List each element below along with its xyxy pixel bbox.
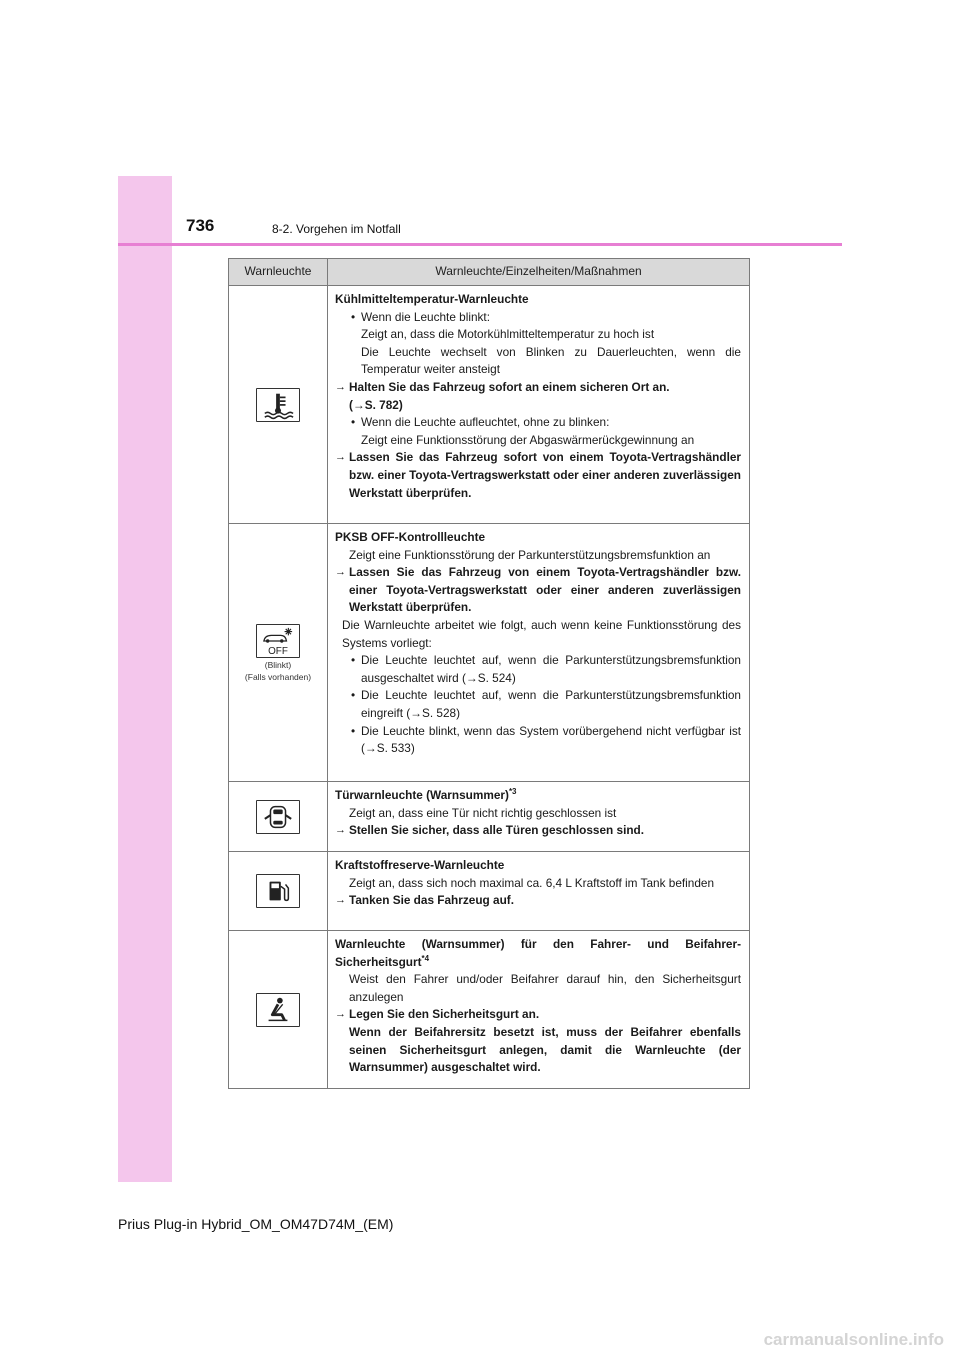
description-text: Zeigt eine Funktionsstörung der Abgaswärmerückgewinnung an xyxy=(361,432,695,447)
description-text: Zeigt an, dass eine Tür nicht richtig geschlossen ist xyxy=(349,805,617,820)
action-text: → Halten Sie das Fahrzeug sofort an einem sicheren Ort an. xyxy=(335,379,741,397)
watermark: carmanualsonline.info xyxy=(763,1330,944,1349)
description-text: Die Leuchte wechselt von Blinken zu Dauerleuchten, wenn die Temperatur weiter ansteigt xyxy=(361,344,741,377)
description-text: Die Warnleuchte arbeitet wie folgt, auch wenn keine Funktionsstörung des Systems vorliegt: xyxy=(342,617,741,650)
description-text: Zeigt an, dass die Motorkühlmitteltemperatur zu hoch ist xyxy=(361,327,655,342)
row-title xyxy=(335,787,741,805)
details-cell xyxy=(328,931,750,1089)
row-title: PKSB OFF-Kontrollleuchte xyxy=(335,530,486,544)
details-cell xyxy=(328,782,750,852)
details-cell xyxy=(328,524,750,782)
action-text: → Stellen Sie sicher, dass alle Türen geschlossen sind. xyxy=(335,822,741,840)
seatbelt-icon xyxy=(256,993,300,1027)
icon-cell xyxy=(229,286,328,524)
table-row xyxy=(229,286,750,524)
table-row xyxy=(229,524,750,782)
coolant-temperature-icon xyxy=(256,388,300,422)
row-title: Kraftstoffreserve-Warnleuchte xyxy=(335,858,505,872)
footnote-marker: *4 xyxy=(421,953,430,963)
pksb-off-icon xyxy=(256,624,300,658)
page-reference: (→S. 782) xyxy=(349,397,403,412)
table-header-row xyxy=(229,259,750,286)
chapter-side-band xyxy=(118,176,172,1182)
action-text: → Lassen Sie das Fahrzeug von einem Toyota-Vertragshändler bzw. einer Toyota-Vertragswerkstatt oder einer anderen zuverlässigen Werkstatt überprüfen. xyxy=(335,564,741,617)
icon-cell xyxy=(229,852,328,931)
list-item: • Die Leuchte leuchtet auf, wenn die Parkunterstützungsbremsfunktion eingreift (→S. 528) xyxy=(335,687,741,722)
fuel-pump-icon xyxy=(256,874,300,908)
action-text: → Tanken Sie das Fahrzeug auf. xyxy=(335,892,741,910)
document-footer: Prius Plug-in Hybrid_OM_OM47D74M_(EM) xyxy=(118,1216,394,1232)
table-row xyxy=(229,852,750,931)
action-text: Wenn der Beifahrersitz besetzt ist, muss der Beifahrer ebenfalls seinen Sicherheitsgurt anlegen, damit die Warnleuchte (der Warnsummer) ausgeschaltet wird. xyxy=(349,1024,741,1075)
column-header-details: Warnleuchte/Einzelheiten/Maßnahmen xyxy=(328,259,750,286)
description-text: Zeigt eine Funktionsstörung der Parkunterstützungsbremsfunktion an xyxy=(349,547,711,562)
list-item: • Die Leuchte leuchtet auf, wenn die Parkunterstützungsbremsfunktion ausgeschaltet wird (→S. 524) xyxy=(335,652,741,687)
column-header-light: Warnleuchte xyxy=(229,259,328,286)
details-cell xyxy=(328,852,750,931)
footnote-marker: *3 xyxy=(508,787,517,797)
icon-caption-blinkt: (Blinkt) xyxy=(264,659,292,670)
details-cell xyxy=(328,286,750,524)
icon-cell xyxy=(229,524,328,782)
section-title: 8-2. Vorgehen im Notfall xyxy=(272,222,401,236)
table-row xyxy=(229,782,750,852)
warning-light-table xyxy=(228,258,750,1089)
pksb-off-label: OFF xyxy=(268,645,288,657)
row-title-text: Warnleuchte (Warnsummer) für den Fahrer- und Beifahrer-Sicherheitsgurt xyxy=(335,937,741,969)
icon-caption-optional: (Falls vorhanden) xyxy=(244,671,312,682)
list-item: • Die Leuchte blinkt, wenn das System vorübergehend nicht verfügbar ist (→S. 533) xyxy=(335,723,741,758)
table-row xyxy=(229,931,750,1089)
icon-cell xyxy=(229,782,328,852)
action-text: → Lassen Sie das Fahrzeug sofort von einem Toyota-Vertragshändler bzw. einer Toyota-Vertragswerkstatt oder einer anderen zuverlässigen Werkstatt überprüfen. xyxy=(335,449,741,502)
door-open-icon xyxy=(256,800,300,834)
list-item: • Wenn die Leuchte blinkt: xyxy=(335,309,741,327)
icon-cell xyxy=(229,931,328,1089)
row-title: Kühlmitteltemperatur-Warnleuchte xyxy=(335,292,529,306)
description-text: Weist den Fahrer und/oder Beifahrer darauf hin, den Sicherheitsgurt anzulegen xyxy=(349,972,741,1004)
header-rule xyxy=(118,243,842,246)
description-text: Zeigt an, dass sich noch maximal ca. 6,4 L Kraftstoff im Tank befinden xyxy=(349,875,715,890)
row-title xyxy=(335,936,741,971)
page-number: 736 xyxy=(186,216,215,235)
row-title-text: Türwarnleuchte (Warnsummer) xyxy=(335,788,509,802)
action-text: → Legen Sie den Sicherheitsgurt an. xyxy=(335,1006,741,1024)
list-item: • Wenn die Leuchte aufleuchtet, ohne zu blinken: xyxy=(335,414,741,432)
